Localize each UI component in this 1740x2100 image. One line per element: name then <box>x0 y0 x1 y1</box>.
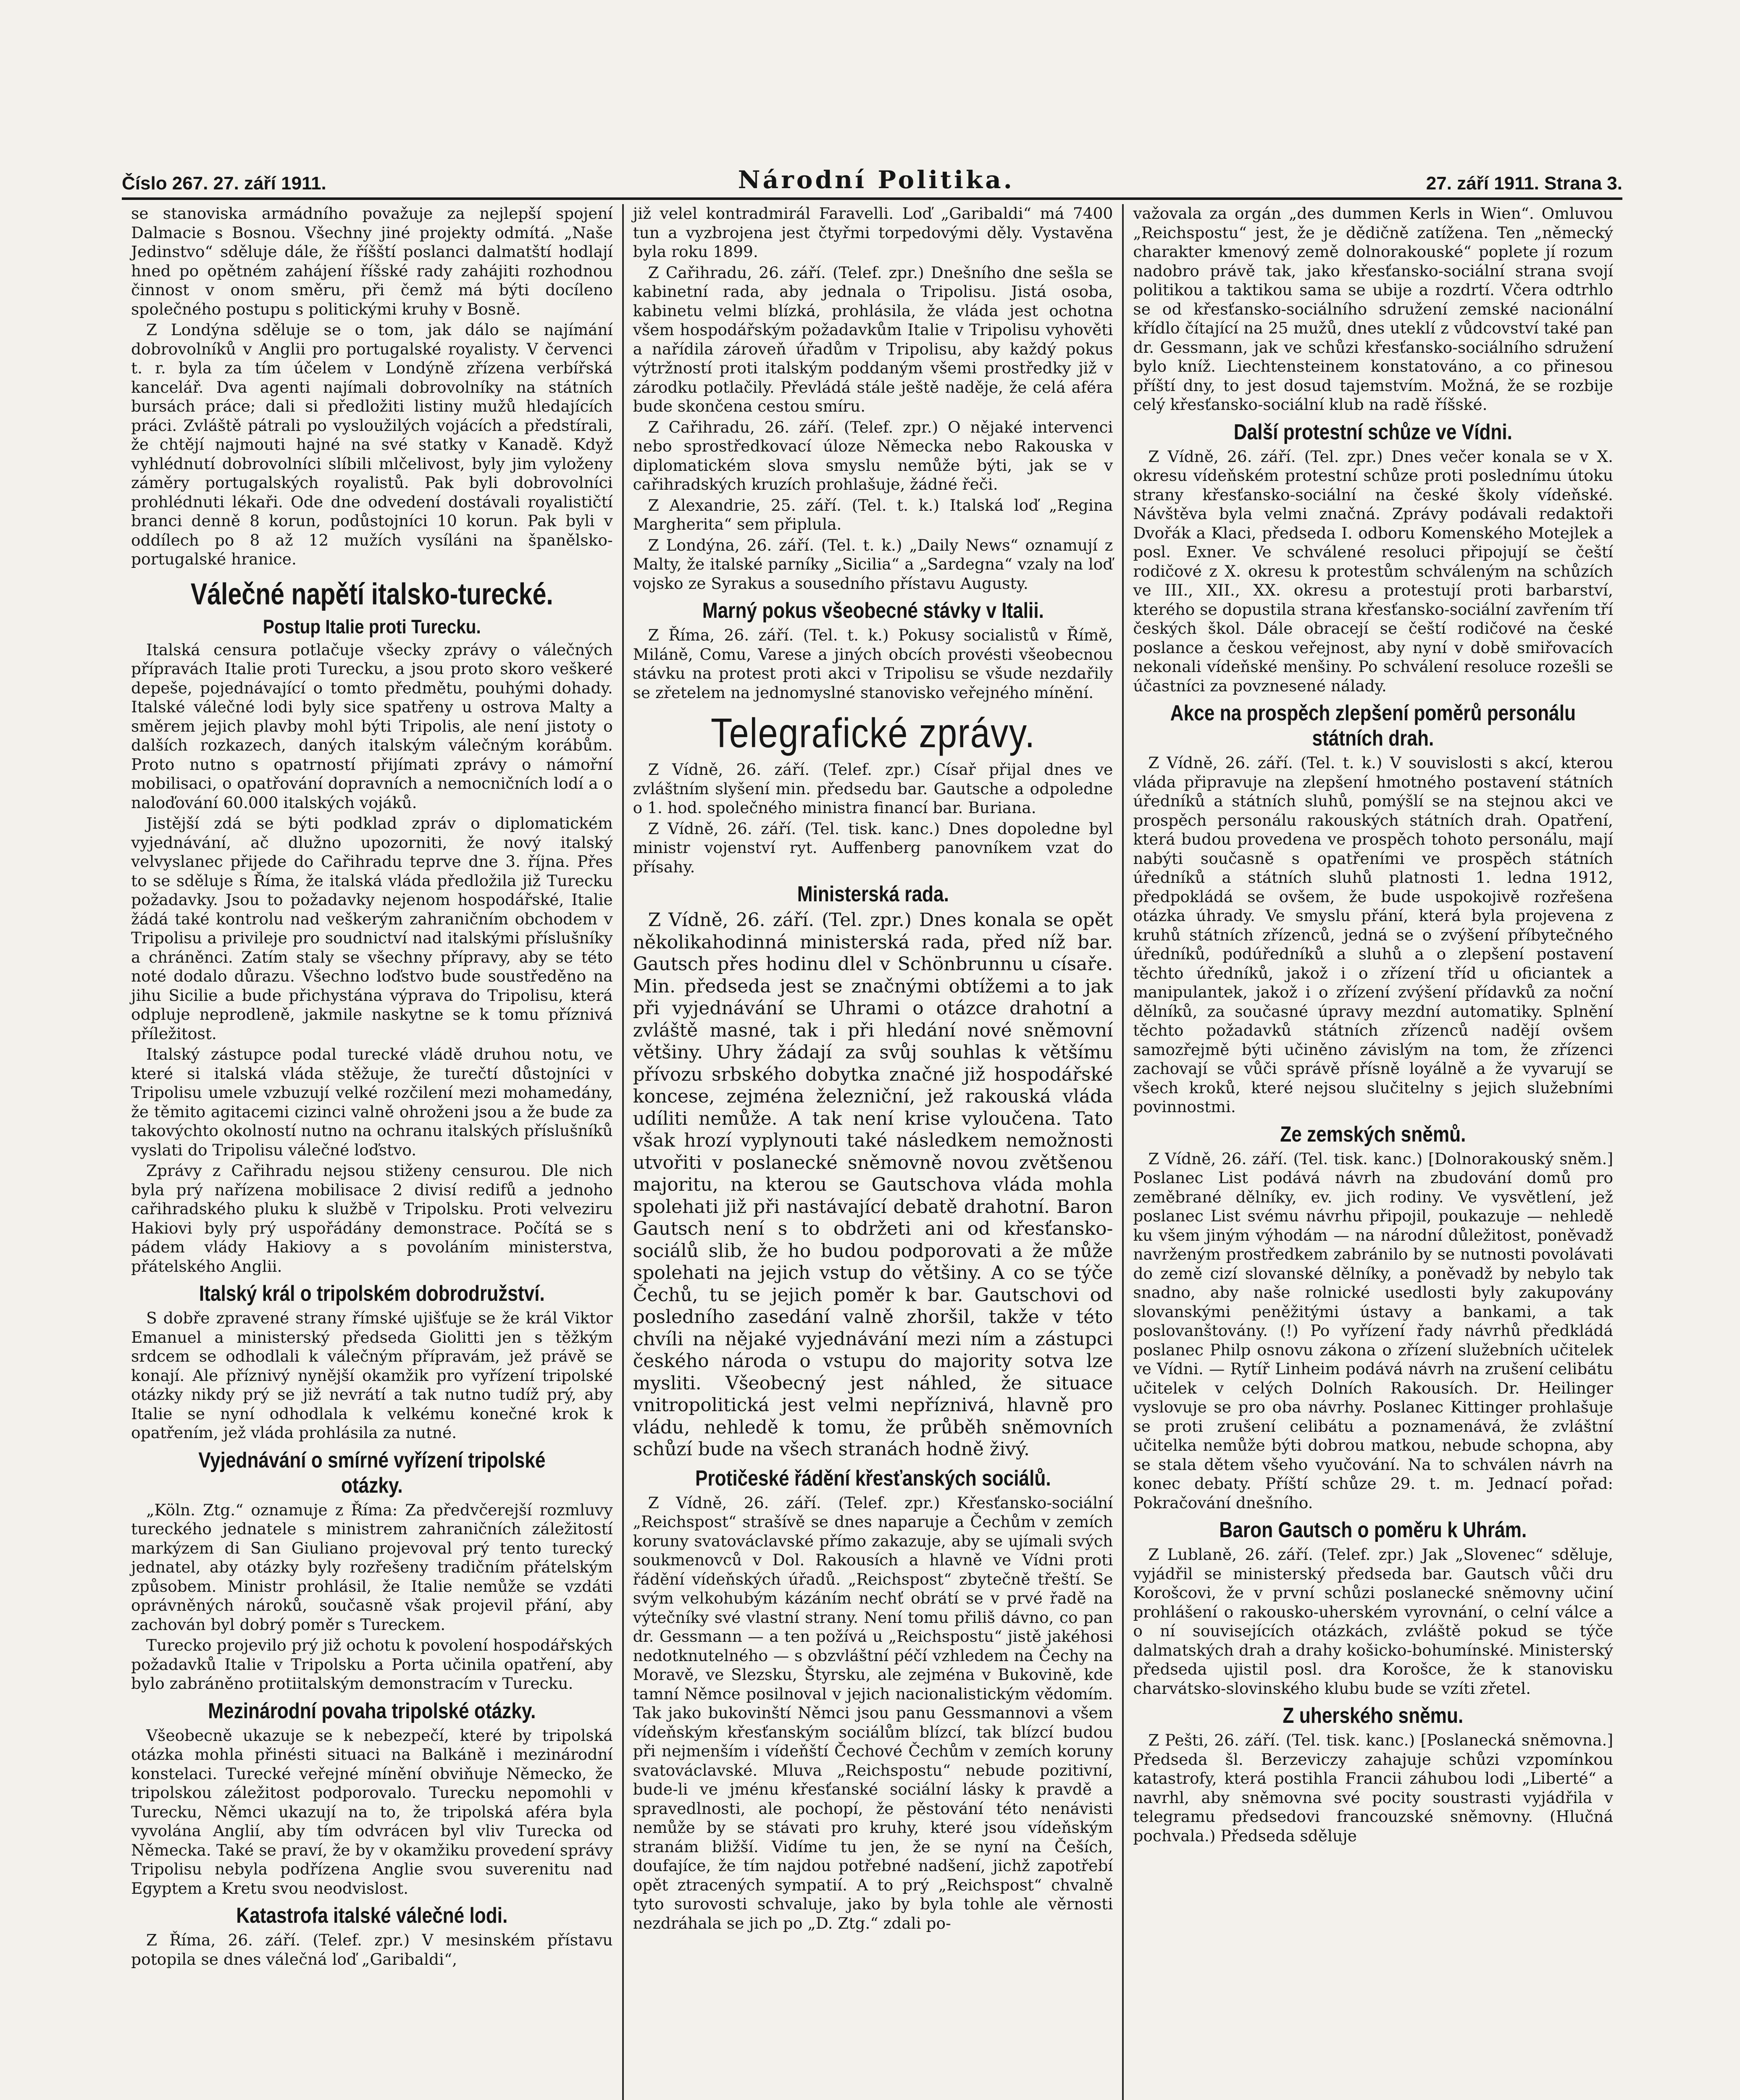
headline-railway-staff: Akce na prospěch zlepšení poměrů personálu státních drah. <box>1170 701 1576 751</box>
column-2 <box>622 204 1122 2100</box>
columns <box>122 204 1622 2100</box>
article-text: Z Vídně, 26. září. (Tel. tisk. kanc.) Dnes dopoledne byl ministr vojenství ryt. Auffenberg panovníkem vzat do přísahy. <box>633 819 1113 876</box>
article-text: Všeobecně ukazuje se k nebezpečí, které by tripolská otázka mohla přinésti situaci na Balkáně i mezinárodní konstelaci. Turecké veřejné mínění obviňuje Německo, že tripolskou záležitost podporovalo. Turecku nepomohli v Turecku, Němci ukazují na to, že tripolská aféra byla vyvolána Anglií, aby tím odvrácen byl vliv Turecka od Německa. Také se praví, že by v okamžiku provedení správy Tripolisu nebyla podřízena Anglie svou suverenitu nad Egyptem a Kretu svou neodvislost. <box>131 1726 613 1898</box>
page-number: 27. září 1911. Strana 3. <box>1426 173 1622 194</box>
headline-international: Mezinárodní povaha tripolské otázky. <box>208 1698 536 1723</box>
headline-negotiations: Vyjednávání o smírné vyřízení tripolské otázky. <box>198 1448 546 1498</box>
article-text: „Köln. Ztg.“ oznamuje z Říma: Za předvčerejší rozmluvy tureckého jednatele s ministrem zahraničních záležitostí markýzem di San Giuliano projevoval prý tento turecký jednatel, aby otázky byly rozřešeny tradičním přátelským způsobem. Ministr prohlásil, že Italie nemůže se vzdáti oprávněných nároků, současně však projevil přání, aby zachován byl dobrý poměr s Tureckem. <box>131 1500 613 1634</box>
article-text: Z Vídně, 26. září. (Tel. zpr.) Dnes konala se opět několikahodinná ministerská rada, před níž bar. Gautsch přes hodinu dlel v Schönbrunnu u císaře. Min. předseda jest se značnými obtížemi a to jak při vyjednávání se Uhrami o otázce drahotní a zvláště masné, tak i při hledání nové sněmovní většiny. Uhry žádají za svůj souhlas k většímu přívozu srbského dobytka značné již hospodářské koncese, zejména železniční, jež rakouská vláda udíliti nemůže. A tak není krise vyloučena. Tato však hrozí vyplynouti také následkem nemožnosti utvořiti v poslanecké sněmovně novou zvětšenou majoritu, na kterou se Gautschova vláda mohla spolehati již při nastávající debatě drahotní. Baron Gautsch není s to obdržeti ani od křesťansko-sociálů slib, že ho budou podporovati a že může spolehati na jejich vstup do většiny. A co se týče Čechů, tu se jejich poměr k bar. Gautschovi od posledního zasedání valně zhoršil, takže v této chvíli na nějaké vyjednávání mezi ním a zástupci českého národa o vstupu do majority sotva lze mysliti. Všeobecný jest náhled, že situace vnitropolitická jest velmi nepříznivá, hlavně pro vládu, nehledě k tomu, že průběh sněmovních schůzí bude na všech stranách hodně živý. <box>633 909 1113 1460</box>
article-text: Z Vídně, 26. září. (Tel. zpr.) Dnes večer konala se v X. okresu vídeňském protestní schůze proti poslednímu útoku strany křesťansko-sociální na české školy vídeňské. Návštěva byla velmi značná. Zprávy podávali redaktoři Dvořák a Klaci, předseda I. odboru Komenského Motejlek a posl. Exner. Ve schválené resoluci připojují se čeští rodičové z X. okresu k protestům schváleným na schůzích ve III., XII., XX. okresu a protestují proti barbarství, kterého se dopustila strana křesťansko-sociální zavřením tří českých škol. Dále obracejí se čeští rodičové na české poslance a českou veřejnost, aby nyní v době smiřovacích nekonali vídeňské menšiny. Po schválení resoluce rozešli se účastníci za povznesené nálady. <box>1133 447 1613 695</box>
column-3 <box>1122 204 1622 2100</box>
article-text: Z Vídně, 26. září. (Telef. zpr.) Císař přijal dnes ve zvláštním slyšení min. předsedu bar. Gautsche a odpoledne o 1. hod. společného ministra financí bar. Buriana. <box>633 760 1113 817</box>
article-text: Z Londýna sděluje se o tom, jak dálo se najímání dobrovolníků v Anglii pro portugalské royalisty. V červenci t. r. byla za tím účelem v Londýně zřízena verbířská kancelář. Dva agenti najímali dobrovolníky na státních bursách práce; dali si předložiti listiny mužů hledajících práci. Zvláště pátrali po vysloužilých vojácích a předstírali, že chtějí najmouti hajné na své statky v Kanadě. Když vyhlédnutí dobrovolníci slíbili mlčelivost, byly jim vyloženy záměry portugalských royalistů. Pak byli dobrovolníci prohlédnuti lékaři. Ode dne odvedení dostávali royalističtí branci denně 8 korun, podůstojníci 10 korun. Pak byli v oddílech po 8 až 12 mužích vysíláni na španělsko-portugalské hranice. <box>131 320 613 568</box>
article-text: Z Cařihradu, 26. září. (Telef. zpr.) Dnešního dne sešla se kabinetní rada, aby jednala o Tripolisu. Jistá osoba, kabinetu velmi blízká, prohlásila, že vláda jest ochotna všem hospodářským požadavkům Italie v Tripolisu vyhověti a nařídila zároveň úřadům v Tripolisu, aby každý pokus výtržností proti italským poddaným všemi prostředky již v zárodku potlačily. Převládá stále ještě naděje, že celá aféra bude skončena cestou smíru. <box>633 263 1113 415</box>
page-header <box>122 165 1622 194</box>
headline-hungarian-diet: Z uherského sněmu. <box>1283 1704 1464 1728</box>
article-text: se stanoviska armádního považuje za nejlepší spojení Dalmacie s Bosnou. Všechny jiné projekty odmítá. „Naše Jedinstvo“ sděluje dále, že říšští poslanci dalmatští hodlají hned po opětném zahájení říšské rady zahájiti rozhodnou činnost v onom směru, při čemž má býti docíleno společného postupu s politickými kruhy v Bosně. <box>131 204 613 318</box>
headline-anti-czech: Protičeské řádění křesťanských sociálů. <box>695 1466 1051 1491</box>
headline-ship-catastrophe: Katastrofa italské válečné lodi. <box>236 1903 508 1928</box>
article-text: již velel kontradmirál Faravelli. Loď „Garibaldi“ má 7400 tun a vyzbrojena jest čtyřmi torpedovými děly. Vystavěna byla roku 1899. <box>633 204 1113 261</box>
article-text: Z Lublaně, 26. září. (Telef. zpr.) Jak „Slovenec“ sděluje, vyjádřil se ministerský předseda bar. Gautsch vůči dru Korošcovi, že v první schůzi poslanecké sněmovny učiní prohlášení o rakousko-uherském vyrovnání, o celní válce a o ní souvisejících otázkách, zvláště pokud se týče dalmatských drah a drahy košicko-bohumínské. Ministerský předseda ujistil posl. dra Korošce, že k stanovisku charvátsko-slovinského klubu bude se vzíti zřetel. <box>1133 1545 1613 1698</box>
subheadline-italy-advance: Postup Italie proti Turecku. <box>263 615 481 638</box>
article-text: Z Vídně, 26. září. (Tel. t. k.) V souvislosti s akcí, kterou vláda připravuje na zlepšení hmotného postavení státních úředníků a státních sluhů, pomýšlí se na stejnou akci ve prospěch personálu rakouských státních drah. Opatření, která budou provedena ve prospěch tohoto personálu, mají nabýti současně s opatřeními ve prospěch státních úředníků a státních sluhů platnosti 1. ledna 1912, předpokládá se ovšem, že bude uspokojivě rozřešena otázka úhrady. Ve smyslu přání, která byla projevena z kruhů státních zřízenců, jedná se o zvýšení příbytečného úředníků, podúředníků a sluhů a o zlepšení postavení těchto úředníků, jakož i o zřízení tříd u oficiantek a manipulantek, jakož i o zřízení zvýšení přídavků za noční dělníků, za současné úpravy mezdní automatiky. Splnění těchto požadavků státních zřízenců nadějí ovšem samozřejmě býti učiněno závislým na tom, že zřízenci zachovají se vůči správě přísně loyálně a že vyvarují se všech kroků, které nejsou slučitelny s jejich služebními povinnostmi. <box>1133 753 1613 1116</box>
article-text: Z Říma, 26. září. (Telef. zpr.) V mesinském přístavu potopila se dnes válečná loď „Garibaldi“, <box>131 1931 613 1969</box>
masthead: Národní Politika. <box>738 165 1015 194</box>
headline-gautsch-hungary: Baron Gautsch o poměru k Uhrám. <box>1219 1518 1527 1542</box>
article-text: Italský zástupce podal turecké vládě druhou notu, ve které si italská vláda stěžuje, že turečtí důstojníci v Tripolisu umele vzbuzují velké rozčilení mezi mohamedány, že těmito agitacemi cizinci valně ohroženi jsou a že bude za takovýchto okolností nutno na ochranu italských příslušníků vyslati do Tripolisu válečné loďstvo. <box>131 1045 613 1159</box>
headline-telegraph-news: Telegrafické zprávy. <box>710 710 1036 756</box>
headline-protest-meeting: Další protestní schůze ve Vídni. <box>1234 420 1513 444</box>
headline-war-tension: Válečné napětí italsko-turecké. <box>190 577 553 611</box>
headline-general-strike: Marný pokus všeobecné stávky v Italii. <box>702 598 1044 623</box>
headline-ministerial-council: Ministerská rada. <box>797 882 949 906</box>
article-text: Z Vídně, 26. září. (Telef. zpr.) Křesťansko-sociální „Reichspost“ strašívě se dnes naparuje a Čechům v zemích koruny svatováclavské přímo zakazuje, aby se ujímali svých soukmenovců v Dol. Rakousích a hlavně ve Vídni proti řádění vídeňských úřadů. „Reichspost“ zbytečně třeští. Se svým velkohubým kázáním nechť obrátí se v prvé řadě na výtečníky své vlastní strany. Není tomu přiliš dávno, co pan dr. Gessmann — a ten požívá u „Reichspostu“ jistě jakéhosi nedotknutelného — s obzvláštní péčí vzhledem na Čechy na Moravě, ve Slezsku, Štyrsku, ale zejména v Bukovině, kde tamní Němce posilnoval v jejich nacionalistickým vědomím. Tak jako bukovinští Němci jsou panu Gessmannovi a všem vídeňským křesťanským sociálům blízcí, tak blízcí budou při nejmenším i vídeňští Čechové Čechům v zemích koruny svatováclavské. Mluva „Reichspostu“ nebude pozitivní, bude-li ve jménu křesťanské sociální lásky k pravdě a spravedlnosti, ale pochopí, že pěstování této nenávisti nemůže by se stávati pro kruhy, které jsou vídeňským stranám bližší. Vidíme tu jen, že se nyní na Češích, doufajíce, že tím najdou potřebné nadšení, jichž zapotřebí opět ztracených sympatií. A to prý „Reichspost“ chvalně tyto surovosti schvaluje, jako by byla tohle ale věrnosti nezdráhala se jich po „D. Ztg.“ zdali po- <box>633 1493 1113 1932</box>
article-text: S dobře zpravené strany římské ujišťuje se že král Viktor Emanuel a ministerský předseda Giolitti jen s těžkým srdcem se odhodlali k válečným přípravám, jež právě se konají. Ale příznivý nynější okamžik pro vyřízení tripolské otázky nikdy prý se již nevrátí a tak nutno tudíž prý, aby Italie se nyní odhodlala k velkému konečné krok k opatřením, jež vláda prohlásila za nutné. <box>131 1309 613 1442</box>
header-rule <box>122 197 1622 200</box>
headline-land-diets: Ze zemských sněmů. <box>1280 1122 1466 1147</box>
article-text: Z Alexandrie, 25. září. (Tel. t. k.) Italská loď „Regina Margherita“ sem připlula. <box>633 496 1113 533</box>
issue-number: Číslo 267. 27. září 1911. <box>122 173 326 194</box>
article-text: Z Cařihradu, 26. září. (Telef. zpr.) O nějaké intervenci nebo sprostředkovací úloze Německa nebo Rakouska v diplomatickém slova smyslu nemůže býti, jak se v cařihradských kruzích prohlašuje, žádné řeči. <box>633 417 1113 494</box>
article-text: Turecko projevilo prý již ochotu k povolení hospodářských požadavků Italie v Tripolsku a Porta učinila opatření, aby bylo zabráněno protiitalským demonstracím v Turecku. <box>131 1636 613 1693</box>
article-text: Jistější zdá se býti podklad zpráv o diplomatickém vyjednávání, ač dlužno upozorniti, že nový italský velvyslanec přijede do Cařihradu teprve dne 3. října. Přes to se sděluje s Říma, že italská vláda předložila již Turecku požadavky. Jsou to požadavky nejenom hospodářské, Italie žádá také kontrolu nad veškerým zahraničním obchodem v Tripolisu a privileje pro soudnictví nad italskými příslušníky a chráněnci. Zatím staly se všechny přípravy, aby se této noté dodalo důrazu. Všechno loďstvo bude soustředěno na jihu Sicilie a bude přichystána výprava do Tripolisu, která odpluje neprodleně, jakmile naskytne se k tomu příznivá příležitost. <box>131 814 613 1043</box>
article-text: Z Londýna, 26. září. (Tel. t. k.) „Daily News“ oznamují z Malty, že italské parníky „Sicilia“ a „Sardegna“ vzaly na loď vojsko ze Syrakus a sousedního přístavu Augusty. <box>633 536 1113 593</box>
article-text: Zprávy z Cařihradu nejsou stiženy censurou. Dle nich byla prý nařízena mobilisace 2 divisí redifů a jednoho cařihradského pluku k službě v Tripolsku. Proti velveziru Hakiovi byly prý uspořádány demonstrace. Počítá se s pádem vlády Hakiovy a s povoláním ministerstva, přátelského Anglii. <box>131 1161 613 1276</box>
headline-italian-king: Italský král o tripolském dobrodružství. <box>199 1281 545 1306</box>
article-text: Z Říma, 26. září. (Tel. t. k.) Pokusy socialistů v Římě, Miláně, Comu, Varese a jiných obcích provésti všeobecnou stávku na protest proti akci v Tripolisu se všude nezdařily se zřetelem na jednomyslné stanovisko veřejného mínění. <box>633 626 1113 702</box>
article-text: Z Vídně, 26. září. (Tel. tisk. kanc.) [Dolnorakouský sněm.] Poslanec List podává návrh na zbudování domů pro zeměbrané dělníky, ev. jich rodiny. Ve vysvětlení, jež poslanec List svému návrhu připojil, poukazuje — nehledě ku všem jiným výhodám — na národní důležitost, poněvadž navrženým prostředkem zabránilo by se nutnosti povolávati do země cizí slovanské dělníky, a poněvadž by nebylo tak snadno, aby naše rolnické usedlosti byly zakupovány slovanskými peněžitými ústavy a bankami, a tak poslovanštovány. (!) Po vyřízení řady návrhů předkládá poslanec Philp osnovu zákona o zřízení služebních učitelek ve Vídni. — Rytíř Linheim podává návrh na zrušení celibátu učitelek v celých Dolních Rakousích. Dr. Heilinger vyslovuje se pro oba návrhy. Poslanec Kittinger prohlašuje se proti zrušení celibátu a poznamenává, že zvláštní učitelka nemůže býti dobrou matkou, nebude schopna, aby se stala dětem všeho vyučování. Na to schválen návrh na konec debaty. Příští schůze 29. t. m. Jednací pořad: Pokračování dnešního. <box>1133 1149 1613 1512</box>
article-text: Italská censura potlačuje všecky zprávy o válečných přípravách Italie proti Turecku, a jsou proto skoro veškeré depeše, pojednávající o tomto předmětu, pouhými dohady. Italské válečné lodi byly sice spatřeny u ostrova Malty a směrem jejich plavby mohl býti Tripolis, ale není jistoty o dalších rozkazech, daných italským válečným korábům. Proto nutno s opatrností přijímati zprávy o námořní mobilisaci, o opatřování dopravních a nemocničních lodí a o naloďování 60.000 italských vojáků. <box>131 640 613 812</box>
article-text: Z Pešti, 26. září. (Tel. tisk. kanc.) [Poslanecká sněmovna.] Předseda šl. Berzeviczy zahajuje schůzi vzpomínkou katastrofy, která postihla Francii záhubou lodi „Liberté“ a navrhl, aby sněmovna své pocity soustrasti vyjádřila v telegramu předsedovi francouzské sněmovny. (Hlučná pochvala.) Předseda sděluje <box>1133 1731 1613 1845</box>
article-text: važovala za orgán „des dummen Kerls in Wien“. Omluvou „Reichspostu“ jest, že je dědičně zatížena. Ten „německý charakter kmenový země dolnorakouské“ poplete jí rozum nadobro právě tak, jako křesťansko-sociální strana svojí politikou a taktikou sama se ubije a rozdrtí. Včera odtrhlo se od křesťansko-sociálního sdružení zemské nacionální křídlo čítající na 25 mužů, dnes uteklí z vůdcovství také pan dr. Gessmann, jak ve schůzi křesťansko-sociálního sdružení bylo kníž. Liechtensteinem konstatováno, a co přinesou příští dny, to jest dosud tajemstvím. Možná, že se rozbije celý křesťansko-sociální klub na radě říšské. <box>1133 204 1613 414</box>
column-1 <box>122 204 622 2100</box>
